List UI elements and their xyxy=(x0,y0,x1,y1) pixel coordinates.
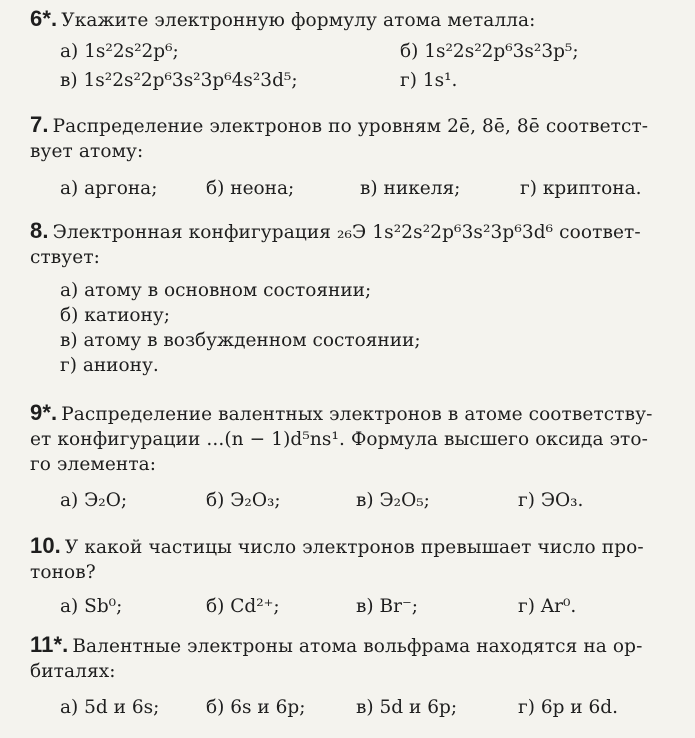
question-9-line-2: ет конфигурации ...(n − 1)d⁵ns¹. Формула высшего оксида это- xyxy=(30,429,648,450)
question-10-line-1 xyxy=(30,533,670,560)
option-a: а) Sb⁰; xyxy=(60,596,123,617)
question-6 xyxy=(30,6,670,93)
question-6-options-row-2 xyxy=(30,68,670,93)
option-b: б) Cd²⁺; xyxy=(206,596,280,617)
option-c-formula: 1s²2s²2p⁶3s²3p⁶4s²3d⁵; xyxy=(83,70,298,91)
option-c: в) никеля; xyxy=(360,178,461,199)
option-b-formula: 1s²2s²2p⁶3s²3p⁵; xyxy=(424,41,579,62)
question-text: Валентные электроны атома вольфрама находятся на ор- xyxy=(72,636,643,657)
question-9-line-3: го элемента: xyxy=(30,454,157,475)
question-9-line-1 xyxy=(30,400,670,427)
question-11-line-2: биталях: xyxy=(30,661,116,682)
option-b: б) 6s и 6p; xyxy=(206,697,306,718)
question-number: 8. xyxy=(30,218,49,243)
question-text: Распределение электронов по уровням 2ē, 8ē, 8ē соответст- xyxy=(52,116,649,137)
option-a: а) аргона; xyxy=(60,178,158,199)
question-7 xyxy=(30,112,670,201)
option-c: в) Br⁻; xyxy=(356,596,418,617)
question-11-options xyxy=(30,695,670,720)
question-number: 6*. xyxy=(30,6,58,31)
option-b: б) катиону; xyxy=(60,305,170,326)
option-d: г) аниону. xyxy=(60,355,159,376)
question-text: Укажите электронную формулу атома металла: xyxy=(61,10,536,31)
option-a: а) атому в основном состоянии; xyxy=(60,280,372,301)
question-10-line-2: тонов? xyxy=(30,562,96,583)
option-b: б) неона; xyxy=(206,178,295,199)
option-a-formula: 1s²2s²2p⁶; xyxy=(84,41,179,62)
question-10 xyxy=(30,533,670,619)
question-6-line-1 xyxy=(30,6,670,33)
question-text: Электронная конфигурация ₂₆Э 1s²2s²2p⁶3s²3p⁶3d⁶ соответ- xyxy=(52,222,641,243)
option-d: г) Ar⁰. xyxy=(518,596,577,617)
question-6-options-row-1 xyxy=(30,39,670,64)
option-b: б) 1s²2s²2p⁶3s²3p⁵; xyxy=(400,41,579,62)
question-8-options xyxy=(30,278,670,378)
option-c: в) 5d и 6p; xyxy=(356,697,458,718)
option-b: б) Э₂О₃; xyxy=(206,490,281,511)
question-8-line-2: ствует: xyxy=(30,247,101,268)
question-number: 9*. xyxy=(30,400,58,425)
option-d: г) ЭО₃. xyxy=(518,490,584,511)
question-number: 11*. xyxy=(30,632,69,657)
question-9-options xyxy=(30,488,670,513)
question-text: Распределение валентных электронов в атоме соответству- xyxy=(61,404,653,425)
option-a: а) 1s²2s²2p⁶; xyxy=(60,41,179,62)
option-d: г) криптона. xyxy=(520,178,642,199)
question-7-options xyxy=(30,176,670,201)
option-d: г) 1s¹. xyxy=(400,70,458,91)
question-7-line-2: вует атому: xyxy=(30,141,144,162)
option-a: а) Э₂О; xyxy=(60,490,128,511)
question-8-line-1 xyxy=(30,218,670,245)
question-number: 7. xyxy=(30,112,49,137)
question-number: 10. xyxy=(30,533,61,558)
question-11 xyxy=(30,632,670,720)
option-a: а) 5d и 6s; xyxy=(60,697,160,718)
option-c: в) 1s²2s²2p⁶3s²3p⁶4s²3d⁵; xyxy=(60,70,298,91)
question-text: У какой частицы число электронов превышает число про- xyxy=(64,537,644,558)
question-7-line-1 xyxy=(30,112,670,139)
question-9 xyxy=(30,400,670,513)
question-8 xyxy=(30,218,670,378)
question-10-options xyxy=(30,594,670,619)
option-d: г) 6p и 6d. xyxy=(518,697,619,718)
question-11-line-1 xyxy=(30,632,670,659)
option-c: в) Э₂О₅; xyxy=(356,490,430,511)
option-c: в) атому в возбужденном состоянии; xyxy=(60,330,421,351)
option-d-formula: 1s¹. xyxy=(422,70,458,91)
